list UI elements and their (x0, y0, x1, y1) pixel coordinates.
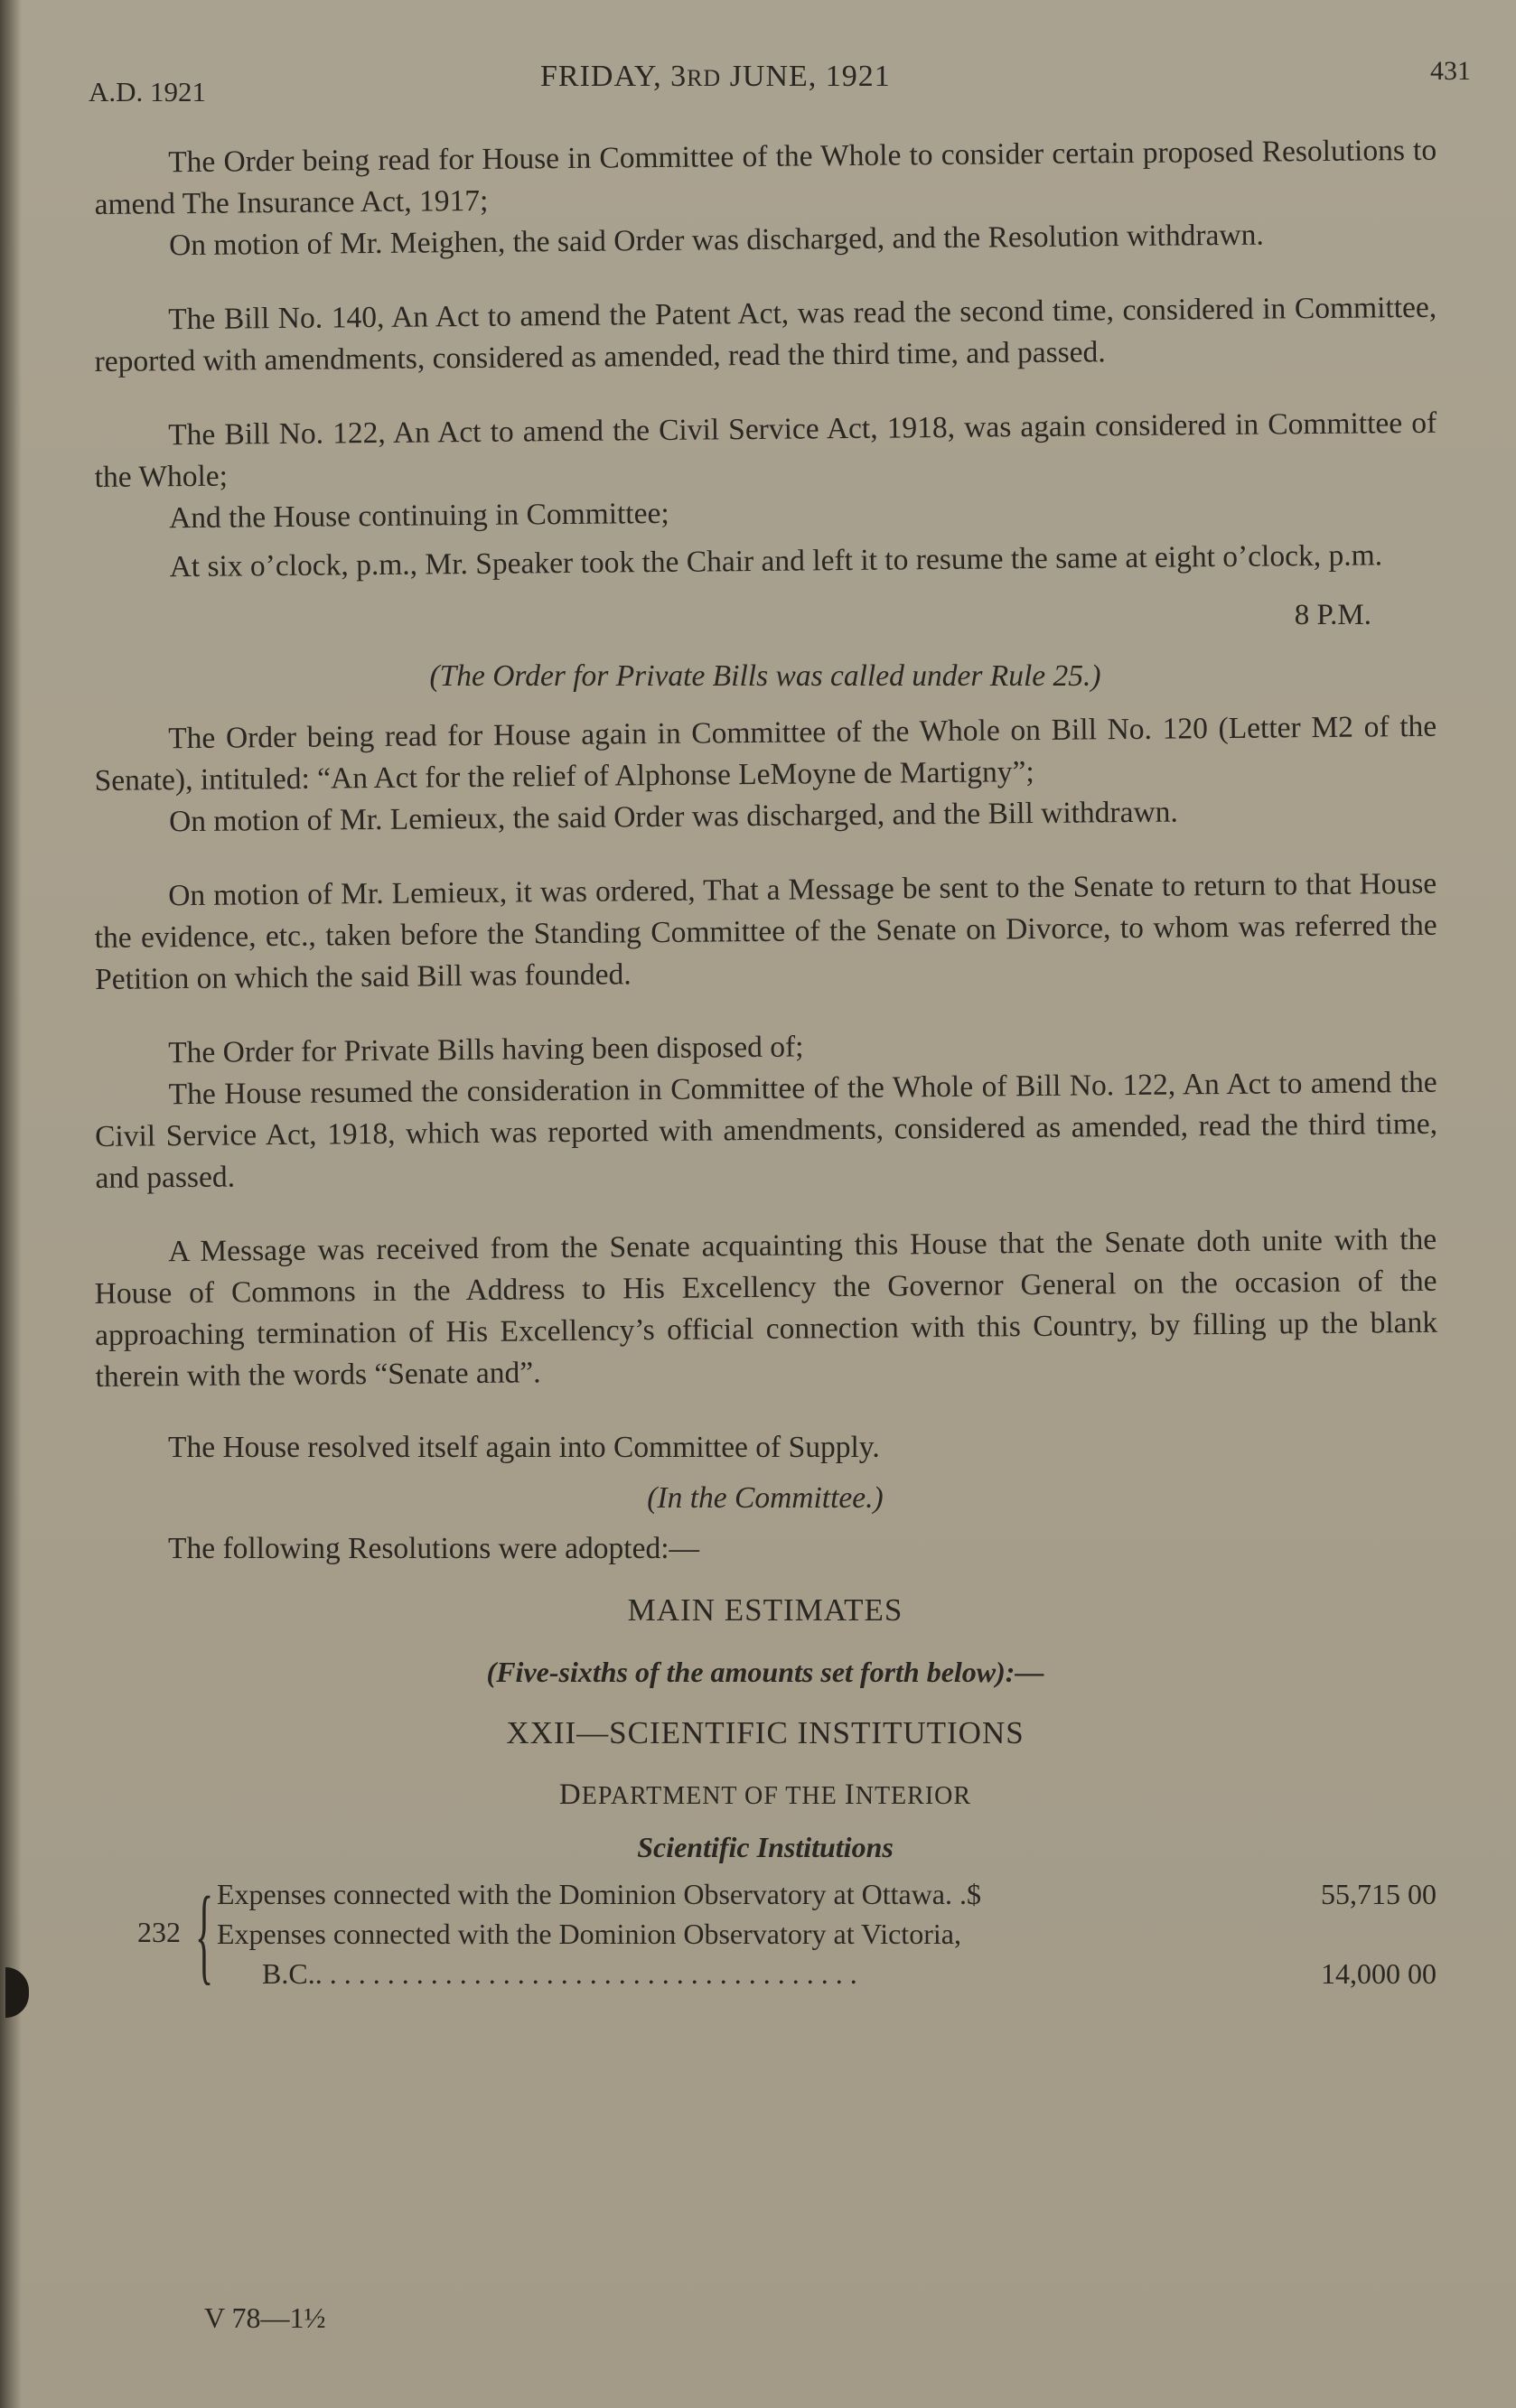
binding-mark (5, 1967, 29, 2018)
dept-initial-i: I (844, 1778, 856, 1811)
paragraph: The following Resolutions were adopted:— (168, 1532, 700, 1565)
entry-bill-120 (94, 706, 1437, 844)
page-binding-edge (0, 0, 22, 2408)
page-footer-signature: V 78—1½ (204, 2301, 326, 2334)
estimate-items (94, 1873, 1436, 2000)
header-date-suffix: RD (687, 65, 722, 91)
estimate-row-continued (262, 1953, 1436, 1994)
estimate-label-continued: B.C.. . . . . . . . . . . . . . . . . . . . . . . . . . . . . . . . . . . . . . (262, 1957, 857, 1990)
entry-insurance-act (94, 130, 1437, 267)
entry-civil-service-act (94, 403, 1438, 589)
page-number: 431 (1430, 56, 1471, 86)
header-date-num: 3 (670, 60, 688, 93)
paragraph: The House resumed the consideration in Committee of the Whole of Bill No. 122, An Act to amend the Civil Service Act, 1918, which was reported with amendments, considered as amended, read the third time, and passed. (94, 1065, 1438, 1195)
paragraph: At six o’clock, p.m., Mr. Speaker took the Chair and left it to resume the same at eight o’clock, p.m. (169, 538, 1383, 584)
paragraph: A Message was received from the Senate acquainting this House that the Senate doth unite with the House of Commons in the Address to His Excellency the Governor General on the occasion of the approaching termination of His Excellency’s official connection with this Country, by filling up the blank therein with the words “Senate and”. (94, 1222, 1438, 1394)
in-committee-note: (In the Committee.) (647, 1481, 884, 1515)
entry-senate-address-message (94, 1219, 1438, 1398)
subsection-heading: Scientific Institutions (637, 1831, 894, 1863)
private-bills-note: (The Order for Private Bills was called under Rule 25.) (429, 659, 1101, 693)
header-month-year: JUNE, 1921 (729, 60, 891, 93)
page-header (89, 56, 1471, 119)
dept-text-1: EPARTMENT OF THE (581, 1782, 838, 1810)
time-marker: 8 P.M. (1294, 599, 1371, 631)
paragraph: And the House continuing in Committee; (168, 496, 669, 536)
estimates-section (94, 1590, 1436, 2000)
entry-bill-122 (94, 1021, 1438, 1199)
header-year: A.D. 1921 (89, 76, 207, 107)
committee-of-supply (94, 1427, 1436, 1570)
page-body (94, 133, 1438, 2000)
estimate-amount: 55,715 00 (1321, 1878, 1436, 1910)
department-heading (94, 1774, 1436, 1817)
estimates-subtitle: (Five-sixths of the amounts set forth below):— (486, 1656, 1044, 1688)
dept-text-2: NTERIOR (855, 1782, 972, 1810)
paragraph: The Order for Private Bills having been disposed of; (168, 1030, 804, 1070)
header-day: FRIDAY, (540, 60, 662, 93)
estimate-label: Expenses connected with the Dominion Observatory at Ottawa. .$ (217, 1878, 981, 1910)
brace: { (195, 1874, 214, 1994)
vote-number: 232 (137, 1916, 181, 1948)
paragraph: On motion of Mr. Lemieux, it was ordered, That a Message be sent to the Senate to return to that House the evidence, etc., taken before the Standing Committee of the Senate on Divorce, to whom was referred the Petition on which the said Bill was founded. (94, 866, 1437, 996)
header-date (540, 60, 891, 94)
estimates-title: MAIN ESTIMATES (627, 1592, 903, 1628)
paragraph: The Bill No. 140, An Act to amend the Patent Act, was read the second time, considered in Committee, reported with amendments, considered as amended, read the third time, and passed. (94, 290, 1437, 378)
estimates-section-title: XXII—SCIENTIFIC INSTITUTIONS (506, 1715, 1025, 1750)
entry-patent-act (94, 287, 1437, 383)
paragraph: The House resolved itself again into Committee of Supply. (168, 1431, 880, 1464)
estimate-label: Expenses connected with the Dominion Observatory at Victoria, (217, 1918, 961, 1950)
paragraph: The Order being read for House again in Committee of the Whole on Bill No. 120 (Letter M2 of the Senate), intituled: “An Act for the relief of Alphonse LeMoyne de Martigny”; (94, 709, 1437, 798)
estimate-row (217, 1913, 1436, 1955)
paragraph: The Bill No. 122, An Act to amend the Civil Service Act, 1918, was again considered in Committee of the Whole; (94, 406, 1437, 494)
paragraph: On motion of Mr. Lemieux, the said Order was discharged, and the Bill withdrawn. (168, 795, 1178, 839)
entry-senate-message-divorce (94, 863, 1437, 1001)
estimate-amount: 14,000 00 (1321, 1957, 1436, 1990)
estimate-row (217, 1873, 1436, 1915)
paragraph: On motion of Mr. Meighen, the said Order was discharged, and the Resolution withdrawn. (168, 218, 1264, 263)
dept-initial-d: D (558, 1778, 582, 1811)
paragraph: The Order being read for House in Committee of the Whole to consider certain proposed Resolutions to amend The Insurance Act, 1917; (94, 133, 1437, 221)
